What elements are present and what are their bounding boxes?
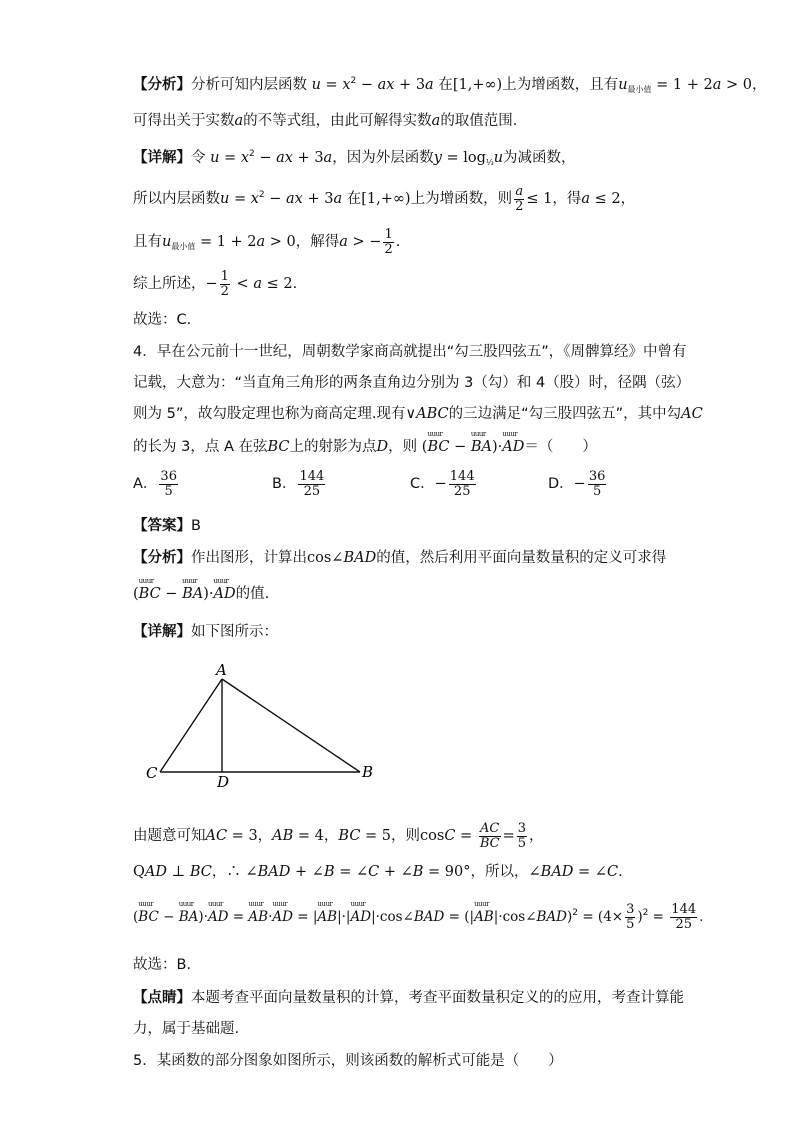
q4-perp: QAD ⊥ BC，∴ ∠BAD + ∠B = ∠C + ∠B = 90°，所以，∠BAD = ∠C. <box>133 864 623 880</box>
comment-tag: 【点睛】 <box>133 990 191 1006</box>
label-b: B <box>362 763 374 781</box>
detail-tag: 【详解】 <box>133 150 191 166</box>
label-d: D <box>217 773 230 791</box>
q4-answer: 【答案】B <box>133 518 201 534</box>
detail-line-1: 【详解】令 $u = x^2$ − ax + 3a，因为外层函数$y = \log_{\frac{1}{3}}u$为减函数， <box>133 149 576 167</box>
q4-stem-1: 4．早在公元前十一世纪，周朝数学家商高就提出“勾三股四弦五”，《周髀算经》中曾有 <box>133 344 687 360</box>
q4-stem-4: 的长为 3，点 A 在弦BC上的射影为点D，则 (uuur BC − uuur BA)·uuur AD＝（ ） <box>133 435 597 456</box>
q4-comment-2: 力，属于基础题. <box>133 1021 240 1037</box>
analysis-tag: 【分析】 <box>133 77 191 93</box>
q4-stem-3: 则为 5”，故勾股定理也称为商高定理.现有∨ABC的三边满足“勾三股四弦五”，其中勾AC <box>133 406 703 422</box>
detail-line-2: 所以内层函数$u = x^2$ − ax + 3a 在[1,+∞)上为增函数，则 $\frac{a}{2}$ ≤ 1，得a ≤ 2， <box>133 184 636 214</box>
q4-analysis-1: 【分析】作出图形，计算出cos∠BAD的值，然后利用平面向量数量积的定义可求得 <box>133 550 667 566</box>
side-ca <box>160 679 222 772</box>
q4-comment-1: 【点睛】本题考查平面向量数量积的计算，考查平面数量积定义的的应用，考查计算能 <box>133 990 684 1006</box>
q5-stem: 5．某函数的部分图象如图所示，则该函数的解析式可能是（ ） <box>133 1053 563 1069</box>
q4-stem-2: 记载，大意为：“当直角三角形的两条直角边分别为 3（勾）和 4（股）时，径隅（弦） <box>133 375 691 391</box>
option-a[interactable]: A． $\frac{36}{5}$ <box>133 469 177 499</box>
label-c: C <box>146 764 158 782</box>
q4-analysis-2: (uuur BC − uuur BA)·uuur AD的值. <box>133 582 269 603</box>
q4-computation: (uuur BC − uuur BA)·uuur AD = uuur AB·uuur AD = |uuur AB|·|uuur AD|·cos∠BAD = (|uuur AB|·cos∠BAD)$^2$ = (4× $\frac{3}{5}$ )$^2$ = $\frac{144}{25}$ . <box>133 903 703 931</box>
q4-detail-intro: 【详解】如下图所示： <box>133 624 278 640</box>
analysis-line-2: 可得出关于实数a的不等式组，由此可解得实数a的取值范围. <box>133 113 518 129</box>
triangle-figure <box>140 655 390 795</box>
analysis-line-1: 【分析】分析可知内层函数 $u = x^2$ − ax + 3a 在[1,+∞)上为增函数，且有$u_{最小值} = 1 + 2a > 0$， <box>133 76 767 94</box>
q4-known: 由题意可知AC = 3，AB = 4，BC = 5，则cosC = $\frac{AC}{BC}$ = $\frac{3}{5}$ ， <box>133 821 544 851</box>
option-c[interactable]: C．− $\frac{144}{25}$ <box>410 469 475 499</box>
label-a: A <box>216 661 227 679</box>
formula-u: u <box>311 77 321 93</box>
detail-line-3: 且有$u_{最小值} = 1 + 2a > 0$，解得a > − $\frac{1}{2}$ . <box>133 227 401 257</box>
option-b[interactable]: B． $\frac{144}{25}$ <box>272 469 325 499</box>
p3-choose: 故选：C. <box>133 312 192 328</box>
option-d[interactable]: D．− $\frac{36}{5}$ <box>548 469 606 499</box>
summary-line: 综上所述，− $\frac{1}{2}$ < a ≤ 2. <box>133 269 298 299</box>
answer-tag: 【答案】 <box>133 518 191 534</box>
side-ab <box>222 679 360 772</box>
q4-choose: 故选：B. <box>133 957 192 973</box>
